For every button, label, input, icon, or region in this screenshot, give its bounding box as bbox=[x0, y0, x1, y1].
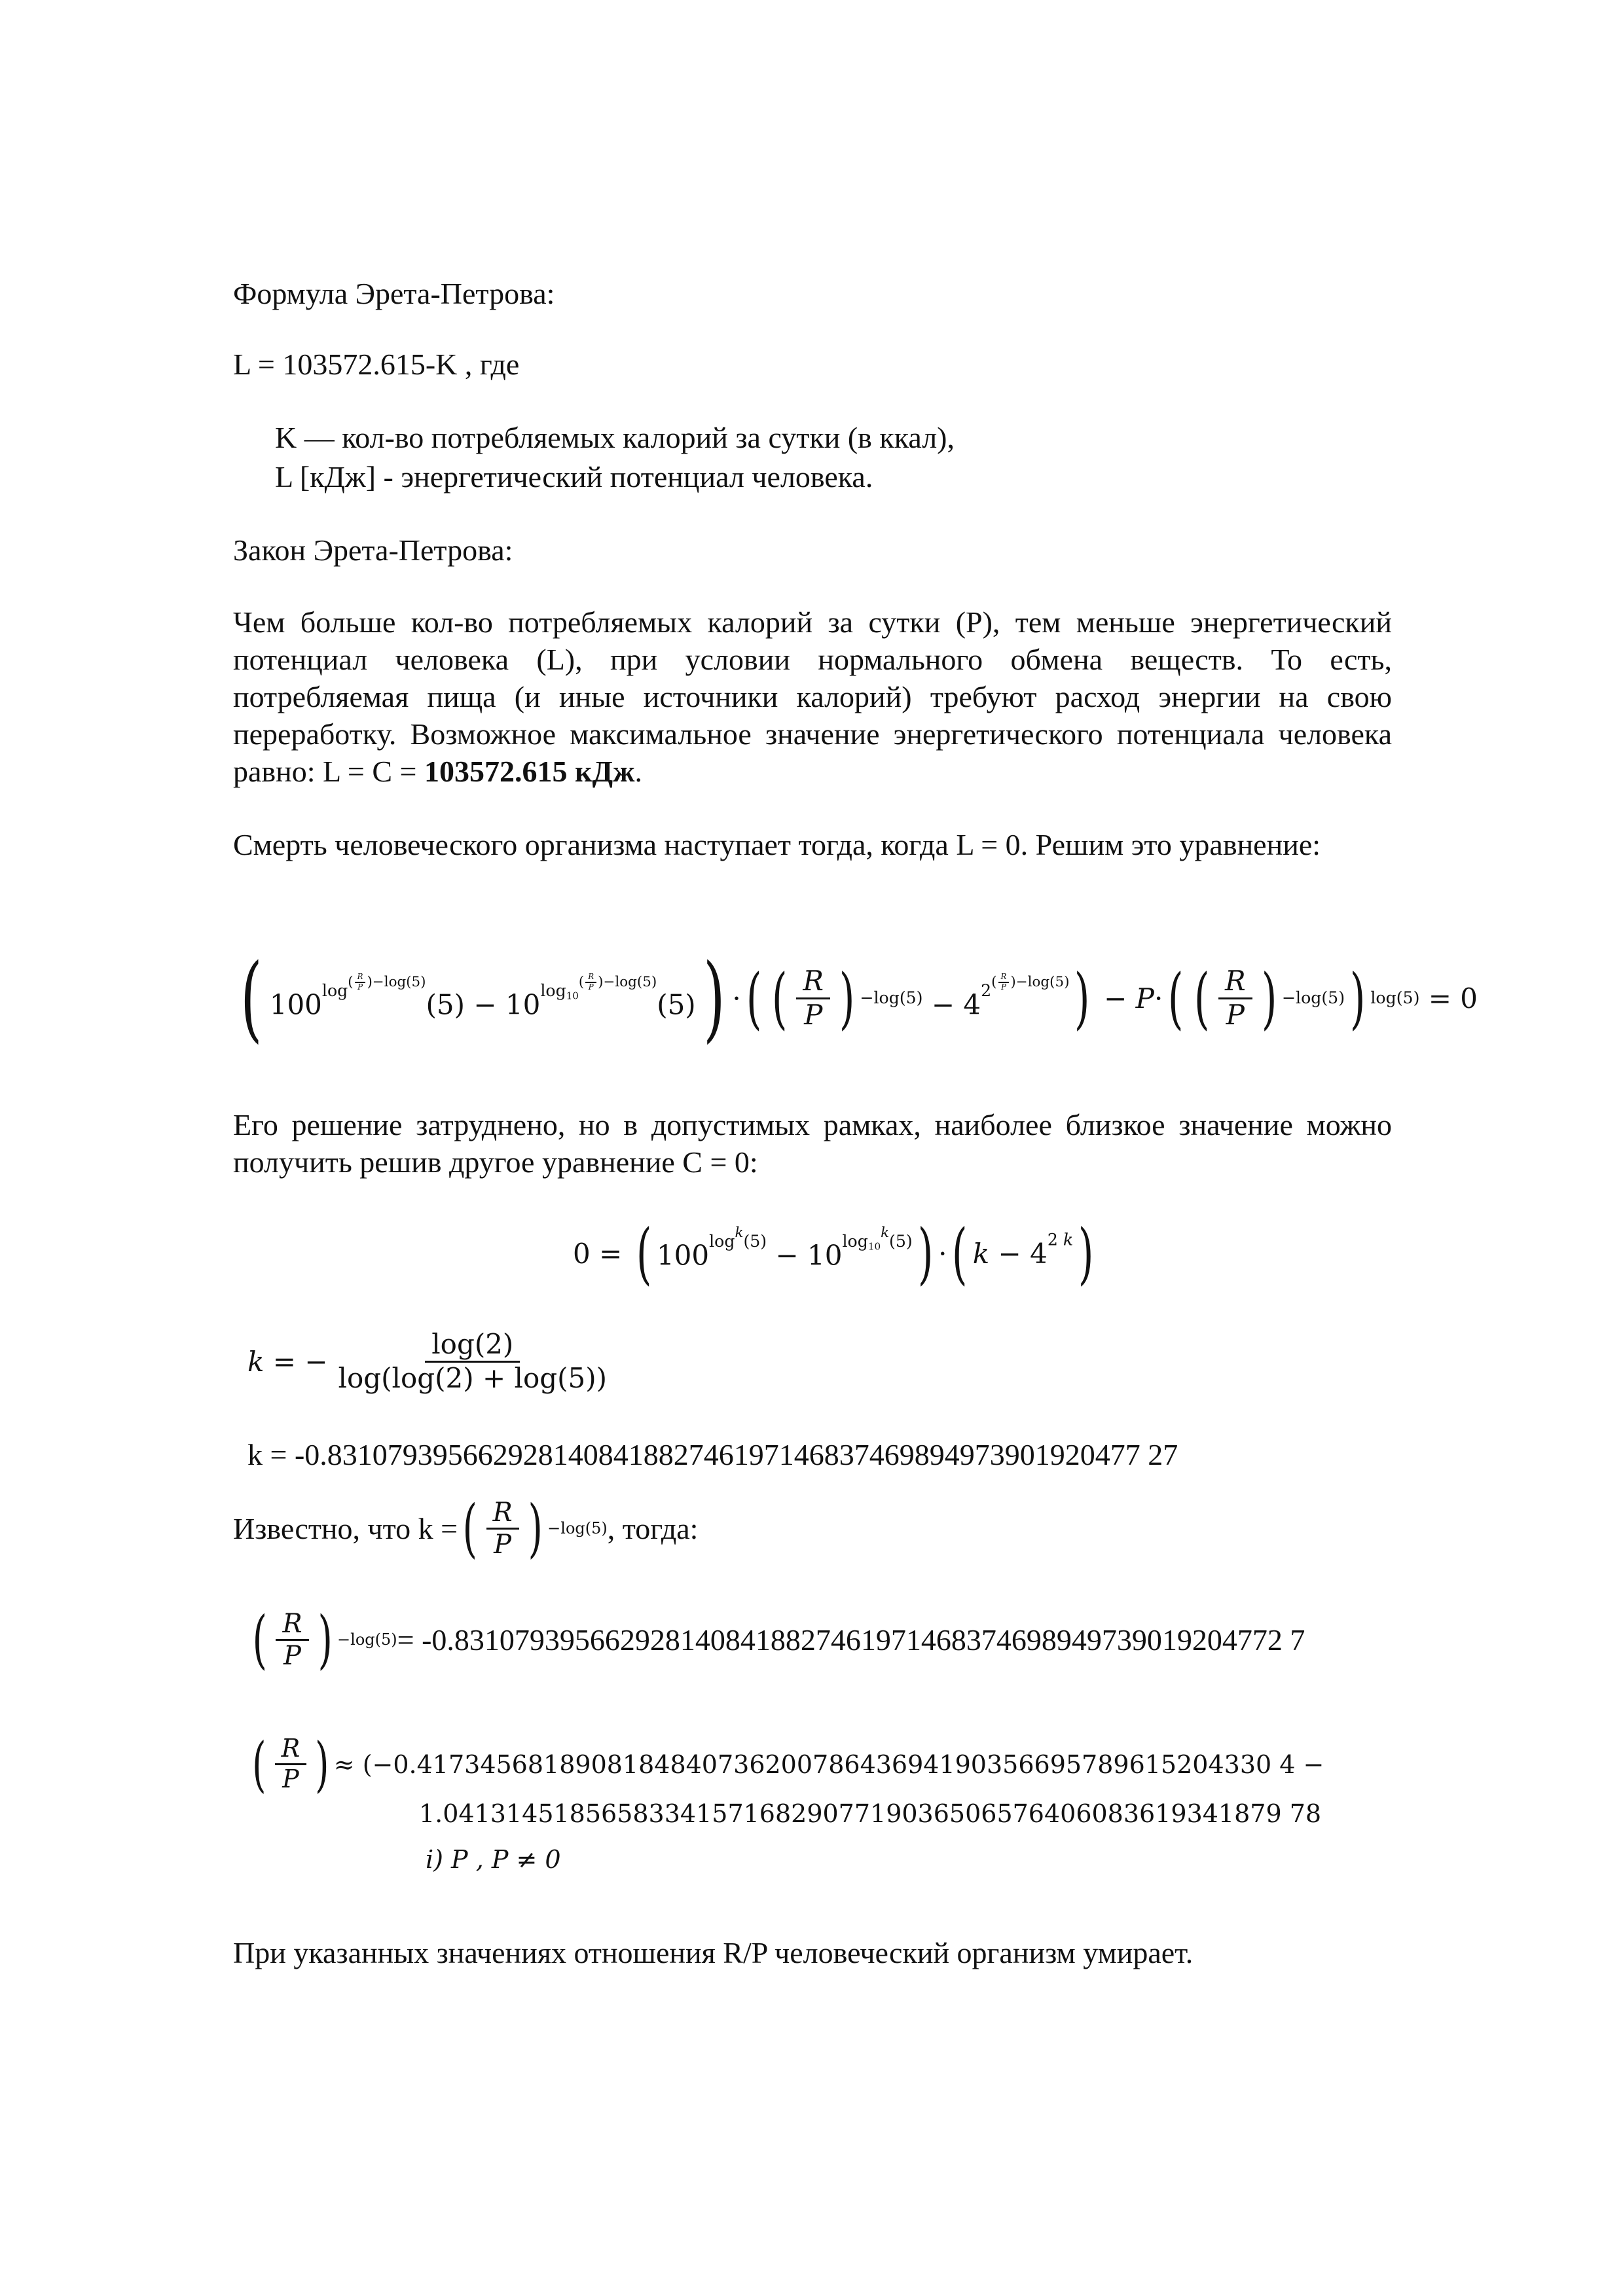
law-title: Закон Эрета-Петрова: bbox=[233, 533, 513, 567]
approx-line-3: i) P , P ≠ 0 bbox=[426, 1845, 561, 1874]
law-value: 103572.615 кДж bbox=[424, 755, 635, 788]
law-paragraph bbox=[233, 603, 1392, 790]
death-paragraph: Смерть человеческого организма наступает тогда, когда L = 0. Решим это уравнение: bbox=[233, 828, 1321, 861]
approx-line-1: ≈ (−0.417345681890818484073620078643694190356695789615204330 4 − bbox=[333, 1749, 1324, 1779]
definition-k: K — кол-во потребляемых калорий за сутки (в ккал), bbox=[275, 421, 955, 454]
conclusion: При указанных значениях отношения R/P человеческий организм умирает. bbox=[233, 1936, 1194, 1969]
rp-equation bbox=[247, 1604, 1400, 1676]
known-suffix: , тогда: bbox=[607, 1511, 699, 1545]
definition-l: L [кДж] - энергетический потенциал человека. bbox=[275, 460, 873, 493]
rp-fraction: ( $\frac{R}{P}$ ) −log(5) bbox=[252, 1603, 397, 1676]
known-fraction: ( $\frac{R}{P}$ ) −log(5) bbox=[462, 1492, 608, 1565]
approx-row-1: ( $\frac{R}{P}$ ) ≈ (−0.417345681890818484073620078643694190356695789615204330 4 − bbox=[252, 1729, 1324, 1799]
formula-title: Формула Эрета-Петрова: bbox=[233, 277, 555, 310]
formula-line: L = 103572.615-K , где bbox=[233, 348, 520, 381]
k-value: k = -0.831079395662928140841882746197146837469894973901920477 27 bbox=[247, 1438, 1178, 1471]
known-prefix: Известно, что k = bbox=[233, 1511, 458, 1545]
solution-paragraph: Его решение затруднено, но в допустимых рамках, наиболее близкое значение можно получить решив другое уравнение С = 0: bbox=[233, 1108, 1392, 1179]
second-equation: 0 = ( $100^{log^k(5)} - 10^{log_{10}^k(5)}$ ) · ( $k - 4^{2 k}$ ) bbox=[573, 1214, 1094, 1292]
approx-line-2: 1.04131451856583341571682907719036506576406083619341879 78 bbox=[419, 1799, 1322, 1829]
known-line bbox=[233, 1492, 1392, 1564]
k-formula: k = − $\frac{\log(2)}{\log(\log(2) + \log(5))}$ bbox=[247, 1328, 608, 1394]
approximation bbox=[247, 1729, 1400, 1879]
law-text: Чем больше кол-во потребляемых калорий за сутки (P), тем меньше энергетический потенциал человека (L), при условии нормального обмена веществ. То есть, потребляемая пища (и иные источники калорий) требуют расход энергии на свою переработку. Возможное максимальное значение энергетического потенциала человека равно: L = C = bbox=[233, 605, 1392, 788]
main-equation: ( $100^{log^{( \frac{R}{P} )-log(5)}}(5) - 10^{log_{10}^{( \frac{R}{P} )-log(5)}}(5)$ ) · ( ( $\frac{R}{P}$ ) −log(5) − $4^{2^{( \frac{R}{P} )-log(5)}}$ ) − P· ( ( $\frac{R}{P}$ ) −log(5) ) log(5) = 0 bbox=[240, 942, 1478, 1052]
rp-value: = -0.8310793956629281408418827461971468374698949739019204772 7 bbox=[397, 1623, 1305, 1657]
law-end: . bbox=[634, 755, 643, 788]
